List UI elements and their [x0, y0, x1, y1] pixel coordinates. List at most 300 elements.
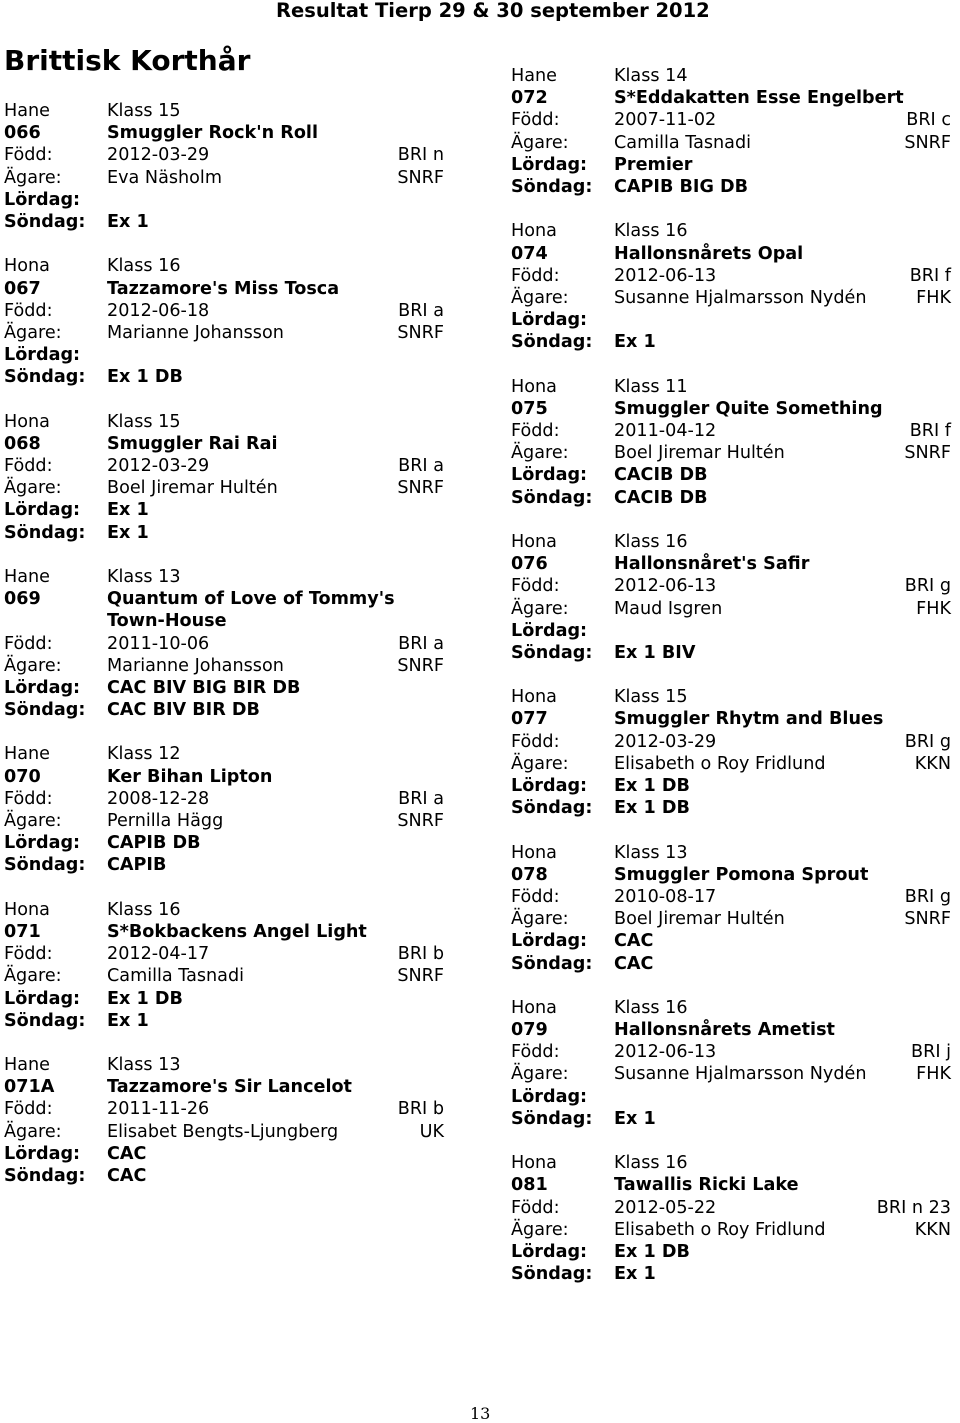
saturday-row	[511, 154, 951, 176]
entry-spacer	[511, 819, 951, 841]
club-code: SNRF	[904, 132, 951, 153]
entry-spacer	[4, 877, 444, 899]
saturday-row	[511, 309, 951, 331]
sex-class-row	[511, 220, 951, 242]
saturday-label: Lördag:	[4, 189, 81, 210]
class-label: Klass 16	[107, 256, 181, 277]
dog-name: Hallonsnåret's Safir	[614, 554, 810, 575]
number-name-row	[511, 1174, 951, 1196]
born-date: 2012-06-13	[614, 265, 717, 286]
sunday-label: Söndag:	[511, 1108, 593, 1129]
class-label: Klass 15	[107, 101, 181, 121]
catalog-number: 078	[511, 864, 548, 885]
owner-row	[4, 655, 444, 677]
saturday-row	[511, 464, 951, 486]
class-label: Klass 11	[614, 376, 688, 397]
dog-name: Hallonsnårets Opal	[614, 243, 804, 264]
born-label: Född:	[4, 145, 53, 166]
born-date: 2012-06-13	[614, 576, 717, 597]
saturday-result: CACIB DB	[614, 465, 708, 486]
sex-class-row	[4, 411, 444, 433]
owner-name: Boel Jiremar Hultén	[107, 478, 278, 499]
owner-name: Boel Jiremar Hultén	[614, 443, 785, 464]
entry-spacer	[511, 664, 951, 686]
saturday-result: Ex 1 DB	[614, 1241, 690, 1262]
sunday-label: Söndag:	[511, 332, 593, 353]
sex-label: Hona	[511, 531, 557, 552]
saturday-label: Lördag:	[511, 776, 588, 796]
sex-label: Hane	[4, 101, 50, 121]
class-label: Klass 16	[614, 221, 688, 242]
owner-row	[511, 1063, 951, 1085]
page-header: Resultat Tierp 29 & 30 september 2012	[276, 0, 710, 22]
owner-label: Ägare:	[511, 598, 569, 619]
saturday-row	[4, 499, 444, 521]
born-date: 2012-06-13	[614, 1042, 717, 1063]
number-name-row	[4, 433, 444, 455]
sunday-label: Söndag:	[4, 211, 86, 232]
saturday-label: Lördag:	[511, 620, 588, 641]
sex-class-row	[4, 100, 444, 122]
sunday-label: Söndag:	[4, 1010, 86, 1031]
dog-entry	[4, 877, 444, 1032]
sunday-label: Söndag:	[511, 798, 593, 819]
number-name-row	[4, 122, 444, 144]
born-row	[511, 886, 951, 908]
club-code: KKN	[914, 1219, 951, 1240]
dog-name: Tawallis Ricki Lake	[614, 1175, 799, 1196]
saturday-label: Lördag:	[511, 1086, 588, 1107]
dog-name: Tazzamore's Miss Tosca	[107, 278, 340, 299]
sunday-row	[4, 522, 444, 544]
saturday-result: CAC	[614, 931, 654, 952]
born-row	[511, 420, 951, 442]
number-name-row	[511, 1019, 951, 1041]
sex-label: Hane	[4, 744, 50, 765]
sunday-row	[511, 1263, 951, 1285]
dog-entry	[4, 100, 444, 233]
catalog-number: 081	[511, 1175, 548, 1196]
sex-label: Hona	[511, 842, 557, 863]
born-label: Född:	[511, 1042, 560, 1063]
saturday-label: Lördag:	[511, 310, 588, 331]
owner-row	[511, 287, 951, 309]
owner-row	[4, 1121, 444, 1143]
sex-class-row	[511, 842, 951, 864]
saturday-row	[511, 1086, 951, 1108]
born-date: 2012-03-29	[614, 731, 717, 752]
born-date: 2012-04-17	[107, 944, 210, 965]
born-label: Född:	[4, 944, 53, 965]
owner-name: Camilla Tasnadi	[614, 132, 752, 153]
dog-name: Smuggler Rock'n Roll	[107, 123, 318, 144]
club-code: FHK	[916, 287, 951, 308]
born-row	[511, 109, 951, 131]
sex-label: Hona	[4, 411, 50, 432]
owner-label: Ägare:	[4, 478, 62, 499]
born-date: 2011-11-26	[107, 1099, 210, 1120]
owner-name: Eva Näsholm	[107, 167, 222, 188]
sunday-label: Söndag:	[511, 487, 593, 508]
club-code: FHK	[916, 598, 951, 619]
saturday-result: CAPIB DB	[107, 833, 201, 854]
born-label: Född:	[511, 886, 560, 907]
sunday-result: Ex 1	[614, 332, 656, 353]
born-date: 2007-11-02	[614, 110, 717, 131]
owner-label: Ägare:	[4, 655, 62, 676]
sunday-label: Söndag:	[511, 1264, 593, 1285]
sunday-label: Söndag:	[511, 176, 593, 197]
club-code: UK	[419, 1121, 444, 1142]
sunday-result: Ex 1	[614, 1108, 656, 1129]
sex-class-row	[4, 1054, 444, 1076]
saturday-label: Lördag:	[511, 154, 588, 175]
owner-name: Marianne Johansson	[107, 322, 284, 343]
sunday-row	[511, 797, 951, 819]
sunday-result: CAPIB	[107, 855, 167, 876]
born-label: Född:	[4, 300, 53, 321]
entry-spacer	[4, 1032, 444, 1054]
registration-code: BRI j	[911, 1042, 951, 1063]
dog-name: S*Eddakatten Esse Engelbert	[614, 88, 904, 109]
owner-label: Ägare:	[4, 811, 62, 831]
number-name-row	[511, 87, 951, 109]
sunday-result: Ex 1	[107, 211, 149, 232]
born-row	[4, 633, 444, 655]
sunday-label: Söndag:	[4, 855, 86, 876]
registration-code: BRI a	[398, 456, 444, 476]
owner-label: Ägare:	[511, 753, 569, 774]
entry-spacer	[511, 353, 951, 375]
saturday-label: Lördag:	[4, 677, 81, 698]
number-name-row	[511, 398, 951, 420]
born-date: 2012-03-29	[107, 456, 210, 476]
saturday-result: Premier	[614, 154, 693, 175]
owner-label: Ägare:	[4, 1121, 62, 1142]
owner-row	[511, 1219, 951, 1241]
born-row	[4, 943, 444, 965]
owner-row	[4, 477, 444, 499]
owner-name: Susanne Hjalmarsson Nydén	[614, 287, 867, 308]
dog-name: Hallonsnårets Ametist	[614, 1020, 835, 1041]
sunday-result: Ex 1	[107, 1010, 149, 1031]
number-name-row	[511, 708, 951, 730]
dog-entry	[511, 65, 951, 198]
class-label: Klass 13	[107, 566, 181, 587]
dog-name: Ker Bihan Lipton	[107, 766, 273, 787]
number-name-row	[4, 278, 444, 300]
sex-class-row	[4, 566, 444, 588]
born-label: Född:	[4, 633, 53, 654]
class-label: Klass 15	[107, 411, 181, 432]
dog-entry	[4, 544, 444, 722]
sunday-result: Ex 1 BIV	[614, 642, 696, 663]
born-row	[4, 788, 444, 810]
owner-name: Camilla Tasnadi	[107, 966, 245, 987]
saturday-result: CAC BIV BIG BIR DB	[107, 677, 301, 698]
registration-code: BRI n	[397, 145, 444, 166]
sunday-result: Ex 1 DB	[614, 798, 690, 819]
sunday-label: Söndag:	[4, 700, 86, 721]
dog-name: Smuggler Rai Rai	[107, 433, 278, 454]
registration-code: BRI n 23	[876, 1197, 951, 1218]
entry-spacer	[511, 1130, 951, 1152]
sunday-row	[511, 487, 951, 509]
owner-name: Susanne Hjalmarsson Nydén	[614, 1064, 867, 1085]
catalog-number: 077	[511, 709, 548, 730]
sunday-row	[511, 953, 951, 975]
club-code: SNRF	[397, 167, 444, 188]
class-label: Klass 12	[107, 744, 181, 765]
class-label: Klass 16	[614, 997, 688, 1018]
club-code: SNRF	[397, 478, 444, 499]
sunday-label: Söndag:	[4, 522, 86, 543]
section-title: Brittisk Korthår	[4, 44, 251, 77]
club-code: SNRF	[397, 811, 444, 831]
registration-code: BRI g	[904, 731, 951, 752]
sex-class-row	[511, 531, 951, 553]
dog-entry	[4, 721, 444, 876]
owner-name: Maud Isgren	[614, 598, 723, 619]
registration-code: BRI b	[397, 944, 444, 965]
saturday-row	[511, 930, 951, 952]
owner-label: Ägare:	[511, 443, 569, 464]
sex-class-row	[4, 743, 444, 765]
entry-spacer	[4, 544, 444, 566]
owner-row	[4, 810, 444, 832]
registration-code: BRI f	[909, 421, 951, 441]
class-label: Klass 13	[614, 842, 688, 863]
dog-name: S*Bokbackens Angel Light	[107, 921, 367, 942]
sunday-row	[511, 331, 951, 353]
registration-code: BRI g	[904, 886, 951, 907]
dog-name-line2: Town-House	[107, 611, 227, 632]
owner-label: Ägare:	[511, 1219, 569, 1240]
sunday-row	[4, 366, 444, 388]
sunday-row	[4, 699, 444, 721]
entry-spacer	[4, 388, 444, 410]
registration-code: BRI a	[398, 300, 444, 321]
sunday-result: Ex 1 DB	[107, 367, 183, 388]
sunday-result: CAC	[614, 953, 654, 974]
born-label: Född:	[511, 731, 560, 752]
born-row	[4, 300, 444, 322]
sunday-label: Söndag:	[511, 953, 593, 974]
dog-entry	[511, 664, 951, 819]
sex-label: Hona	[511, 221, 557, 242]
owner-row	[511, 753, 951, 775]
saturday-label: Lördag:	[4, 1143, 81, 1164]
saturday-row	[511, 775, 951, 797]
sex-label: Hona	[511, 1153, 557, 1174]
born-row	[511, 265, 951, 287]
sunday-label: Söndag:	[4, 1166, 86, 1186]
club-code: KKN	[914, 753, 951, 774]
saturday-label: Lördag:	[511, 465, 588, 486]
owner-name: Elisabeth o Roy Fridlund	[614, 1219, 826, 1240]
saturday-label: Lördag:	[4, 988, 81, 1009]
owner-row	[511, 598, 951, 620]
owner-name: Boel Jiremar Hultén	[614, 909, 785, 930]
club-code: SNRF	[397, 655, 444, 676]
owner-name: Elisabeth o Roy Fridlund	[614, 753, 826, 774]
born-label: Född:	[511, 110, 560, 131]
owner-row	[511, 442, 951, 464]
catalog-number: 066	[4, 123, 41, 144]
sunday-result: Ex 1	[107, 522, 149, 543]
owner-label: Ägare:	[4, 966, 62, 987]
number-name-row	[4, 1076, 444, 1098]
catalog-number: 071	[4, 921, 41, 942]
born-label: Född:	[4, 456, 53, 476]
born-label: Född:	[511, 421, 560, 441]
dog-name: Quantum of Love of Tommy's	[107, 589, 395, 610]
born-date: 2011-04-12	[614, 421, 717, 441]
owner-name: Pernilla Hägg	[107, 811, 224, 831]
born-row	[4, 144, 444, 166]
entry-spacer	[511, 198, 951, 220]
dog-name: Tazzamore's Sir Lancelot	[107, 1077, 352, 1098]
name-continuation-row	[4, 610, 444, 632]
entry-spacer	[511, 975, 951, 997]
sex-class-row	[511, 686, 951, 708]
sex-class-row	[511, 997, 951, 1019]
saturday-result: Ex 1	[107, 500, 149, 521]
sunday-row	[511, 1108, 951, 1130]
born-date: 2012-06-18	[107, 300, 210, 321]
sunday-label: Söndag:	[511, 642, 593, 663]
sex-label: Hane	[4, 1055, 50, 1076]
saturday-result: Ex 1 DB	[614, 776, 690, 796]
catalog-number: 068	[4, 433, 41, 454]
class-label: Klass 14	[614, 66, 688, 86]
dog-name: Smuggler Rhytm and Blues	[614, 709, 884, 730]
owner-label: Ägare:	[511, 1064, 569, 1085]
dog-name: Smuggler Pomona Sprout	[614, 864, 869, 885]
dog-entry	[511, 1130, 951, 1285]
catalog-number: 067	[4, 278, 41, 299]
born-row	[511, 1041, 951, 1063]
born-row	[4, 455, 444, 477]
owner-label: Ägare:	[4, 322, 62, 343]
number-name-row	[511, 553, 951, 575]
sex-label: Hane	[511, 66, 557, 86]
born-label: Född:	[511, 1197, 560, 1218]
entry-spacer	[4, 721, 444, 743]
left-column	[4, 100, 444, 1187]
dog-entry	[511, 509, 951, 664]
born-label: Född:	[511, 576, 560, 597]
class-label: Klass 16	[614, 1153, 688, 1174]
sunday-label: Söndag:	[4, 367, 86, 388]
owner-row	[4, 965, 444, 987]
saturday-row	[4, 1143, 444, 1165]
saturday-label: Lördag:	[511, 1241, 588, 1262]
saturday-row	[511, 620, 951, 642]
number-name-row	[511, 243, 951, 265]
dog-entry	[511, 353, 951, 508]
owner-row	[511, 132, 951, 154]
owner-row	[511, 908, 951, 930]
sex-label: Hona	[511, 687, 557, 708]
sunday-row	[4, 211, 444, 233]
born-label: Född:	[4, 1099, 53, 1120]
sex-label: Hona	[4, 899, 50, 920]
registration-code: BRI g	[904, 576, 951, 597]
sunday-row	[4, 854, 444, 876]
saturday-label: Lördag:	[4, 500, 81, 521]
catalog-number: 072	[511, 88, 548, 109]
born-date: 2012-03-29	[107, 145, 210, 166]
sunday-result: CAPIB BIG DB	[614, 176, 749, 197]
number-name-row	[4, 766, 444, 788]
dog-entry	[511, 819, 951, 974]
sunday-row	[4, 1010, 444, 1032]
sex-label: Hona	[511, 376, 557, 397]
sex-class-row	[511, 376, 951, 398]
saturday-row	[4, 344, 444, 366]
sunday-row	[4, 1165, 444, 1187]
saturday-row	[511, 1241, 951, 1263]
registration-code: BRI a	[398, 788, 444, 809]
class-label: Klass 16	[107, 899, 181, 920]
saturday-result: CAC	[107, 1143, 147, 1164]
catalog-number: 070	[4, 766, 41, 787]
catalog-number: 071A	[4, 1077, 55, 1098]
dog-entry	[4, 233, 444, 388]
owner-label: Ägare:	[511, 132, 569, 153]
born-date: 2012-05-22	[614, 1197, 717, 1218]
sunday-result: CACIB DB	[614, 487, 708, 508]
sex-class-row	[511, 65, 951, 87]
number-name-row	[511, 864, 951, 886]
registration-code: BRI c	[906, 110, 951, 131]
catalog-number: 069	[4, 589, 41, 610]
owner-row	[4, 322, 444, 344]
owner-label: Ägare:	[511, 287, 569, 308]
class-label: Klass 15	[614, 687, 688, 708]
owner-name: Elisabet Bengts-Ljungberg	[107, 1121, 339, 1142]
born-label: Född:	[511, 265, 560, 286]
class-label: Klass 13	[107, 1055, 181, 1076]
born-row	[4, 1098, 444, 1120]
sunday-row	[511, 642, 951, 664]
saturday-result: Ex 1 DB	[107, 988, 183, 1009]
dog-entry	[4, 388, 444, 543]
sunday-result: CAC	[107, 1166, 147, 1186]
born-row	[511, 731, 951, 753]
born-date: 2008-12-28	[107, 788, 210, 809]
sex-class-row	[4, 899, 444, 921]
born-date: 2010-08-17	[614, 886, 717, 907]
saturday-label: Lördag:	[4, 345, 81, 366]
born-row	[511, 575, 951, 597]
number-name-row	[4, 921, 444, 943]
dog-entry	[511, 198, 951, 353]
saturday-label: Lördag:	[511, 931, 588, 952]
saturday-row	[4, 988, 444, 1010]
sunday-row	[511, 176, 951, 198]
dog-entry	[4, 1032, 444, 1187]
registration-code: BRI a	[398, 633, 444, 654]
catalog-number: 075	[511, 398, 548, 419]
born-label: Född:	[4, 788, 53, 809]
number-name-row	[4, 588, 444, 610]
class-label: Klass 16	[614, 531, 688, 552]
club-code: SNRF	[904, 909, 951, 930]
dog-name: Smuggler Quite Something	[614, 398, 883, 419]
dog-entry	[511, 975, 951, 1130]
